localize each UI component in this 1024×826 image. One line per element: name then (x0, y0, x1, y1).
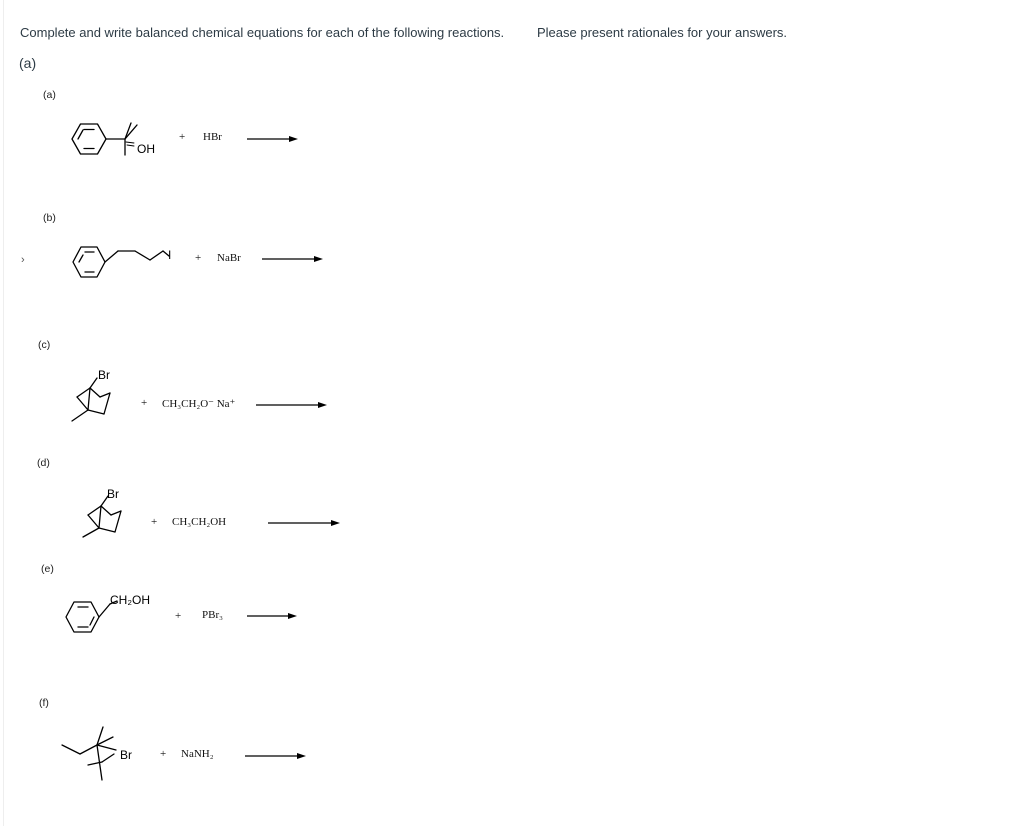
reaction-b-atom-label: I (168, 248, 172, 262)
part-label: (a) (19, 55, 37, 71)
reaction-d-atom-label: Br (107, 487, 119, 501)
reaction-b-label: (b) (43, 212, 56, 224)
reaction-f-plus: + (160, 748, 167, 760)
reaction-e-arrow (247, 613, 297, 619)
reaction-f-label: (f) (39, 697, 49, 709)
reaction-a-label: (a) (43, 89, 56, 101)
reaction-b-arrow (262, 256, 323, 262)
reaction-e-plus: + (175, 610, 182, 622)
molecule-a-structure (72, 123, 137, 155)
molecule-d-structure (83, 496, 121, 537)
reaction-a-plus: + (179, 131, 186, 143)
reaction-b-plus: + (195, 252, 202, 264)
molecule-c-structure (72, 378, 110, 421)
reaction-c-arrow (256, 402, 327, 408)
question-rationale: Please present rationales for your answers. (537, 25, 788, 40)
reaction-c-label: (c) (38, 339, 51, 351)
reaction-f-reagent: NaNH₂ (181, 748, 214, 760)
reaction-c-reagent: CH₃CH₂O⁻ Na⁺ (162, 398, 236, 410)
molecule-b-structure (73, 247, 172, 277)
reaction-a-reagent: HBr (203, 131, 222, 143)
reaction-d-label: (d) (37, 457, 50, 469)
reaction-d-plus: + (151, 516, 158, 528)
reaction-a-arrow (247, 136, 298, 142)
reaction-d-arrow (268, 520, 340, 526)
reaction-d-reagent: CH₃CH₂OH (172, 516, 227, 528)
reaction-b-reagent: NaBr (217, 252, 241, 264)
reaction-e-atom-label: CH₂OH (110, 593, 150, 607)
reaction-a-atom-label: OH (137, 142, 155, 156)
reaction-f-arrow (245, 753, 306, 759)
side-marker: › (21, 254, 25, 266)
reaction-e-reagent: PBr₃ (202, 609, 223, 621)
molecule-f-structure (62, 727, 116, 780)
reaction-c-plus: + (141, 397, 148, 409)
reaction-c-atom-label: Br (98, 368, 110, 382)
question-instruction: Complete and write balanced chemical equations for each of the following reactions. (20, 25, 505, 40)
reaction-f-atom-label: Br (120, 748, 132, 762)
reaction-e-label: (e) (41, 563, 54, 575)
